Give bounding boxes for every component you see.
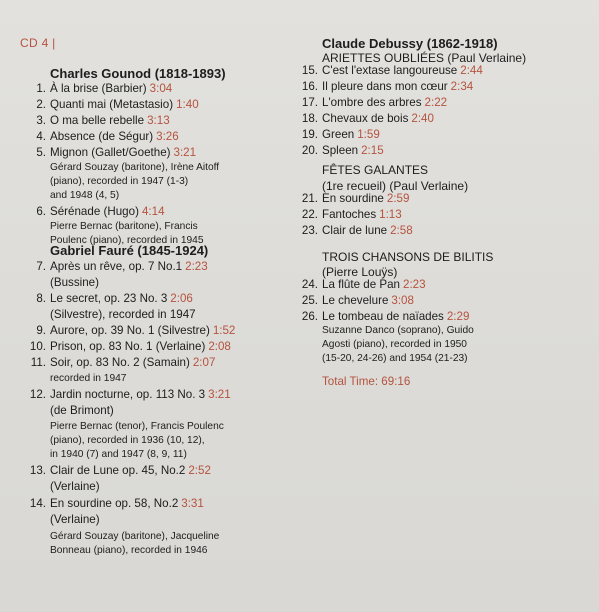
track-6: 6. Sérénade (Hugo) 4:14: [36, 205, 165, 218]
performer-note: Gérard Souzay (baritone), Irène Aitoff: [50, 162, 220, 173]
track-7: 7. Après un rêve, op. 7 No.1 2:23: [36, 260, 208, 273]
performer-note: Bonneau (piano), recorded in 1946: [50, 545, 208, 556]
performer-note: in 1940 (7) and 1947 (8, 9, 11): [50, 449, 187, 460]
track-25: 25. Le chevelure 3:08: [301, 294, 414, 307]
performer-note: (15-20, 24-26) and 1954 (21-23): [322, 353, 468, 364]
performer-note: Poulenc (piano), recorded in 1945: [50, 235, 204, 246]
section-ariettes-title: ARIETTES OUBLIÉES (Paul Verlaine): [322, 51, 527, 65]
composer-gounod: Charles Gounod (1818-1893): [50, 66, 226, 81]
track-8: 8. Le secret, op. 23 No. 3 2:06: [36, 292, 193, 305]
performer-note: Pierre Bernac (tenor), Francis Poulenc: [50, 421, 224, 432]
track-12-cont: (de Brimont): [50, 404, 114, 417]
track-7-cont: (Bussine): [50, 276, 99, 289]
total-time: Total Time: 69:16: [322, 375, 411, 388]
track-2: 2. Quanti mai (Metastasio) 1:40: [36, 98, 199, 111]
track-17: 17. L'ombre des arbres 2:22: [301, 96, 448, 109]
composer-faure: Gabriel Fauré (1845-1924): [50, 243, 209, 258]
track-8-cont: (Silvestre), recorded in 1947: [50, 308, 196, 321]
track-4: 4. Absence (de Ségur) 3:26: [36, 130, 179, 143]
track-5: 5. Mignon (Gallet/Goethe) 3:21: [36, 146, 197, 159]
track-23: 23. Clair de lune 2:58: [301, 224, 413, 237]
track-24: 24. La flûte de Pan 2:23: [301, 278, 426, 291]
track-20: 20. Spleen 2:15: [301, 144, 384, 157]
track-19: 19. Green 1:59: [301, 128, 380, 141]
performer-note: Agosti (piano), recorded in 1950: [322, 339, 467, 350]
track-12: 12. Jardin nocturne, op. 113 No. 3 3:21: [29, 388, 231, 401]
performer-note: (piano), recorded in 1947 (1-3): [50, 176, 189, 187]
track-11-cont: recorded in 1947: [50, 373, 127, 384]
track-14: 14. En sourdine op. 58, No.2 3:31: [29, 497, 204, 510]
track-1: 1. À la brise (Barbier) 3:04: [36, 82, 173, 95]
track-18: 18. Chevaux de bois 2:40: [301, 112, 434, 125]
cd-label: CD 4 |: [20, 36, 56, 50]
section-fetes-subtitle: (1re recueil) (Paul Verlaine): [322, 179, 469, 193]
track-21: 21. En sourdine 2:59: [301, 192, 410, 205]
composer-debussy: Claude Debussy (1862-1918): [322, 36, 498, 51]
performer-note: Pierre Bernac (baritone), Francis: [50, 221, 198, 232]
track-3: 3. O ma belle rebelle 3:13: [36, 114, 170, 127]
performer-note: Gérard Souzay (baritone), Jacqueline: [50, 531, 220, 542]
track-11: 11. Soir, op. 83 No. 2 (Samain) 2:07: [30, 356, 216, 369]
track-16: 16. Il pleure dans mon cœur 2:34: [301, 80, 474, 93]
performer-note: and 1948 (4, 5): [50, 190, 120, 201]
track-10: 10. Prison, op. 83 No. 1 (Verlaine) 2:08: [29, 340, 231, 353]
section-bilitis-title: TROIS CHANSONS DE BILITIS: [322, 250, 494, 264]
section-fetes-title: FÊTES GALANTES: [322, 163, 429, 177]
track-13: 13. Clair de Lune op. 45, No.2 2:52: [29, 464, 211, 477]
section-bilitis-subtitle: (Pierre Louÿs): [322, 265, 398, 279]
track-15: 15. C'est l'extase langoureuse 2:44: [301, 64, 483, 77]
track-26: 26. Le tombeau de naïades 2:29: [301, 310, 470, 323]
performer-note: Suzanne Danco (soprano), Guido: [322, 325, 474, 336]
performer-note: (piano), recorded in 1936 (10, 12),: [50, 435, 205, 446]
track-13-cont: (Verlaine): [50, 480, 100, 493]
track-14-cont: (Verlaine): [50, 513, 100, 526]
track-9: 9. Aurore, op. 39 No. 1 (Silvestre) 1:52: [36, 324, 236, 337]
track-22: 22. Fantoches 1:13: [301, 208, 402, 221]
